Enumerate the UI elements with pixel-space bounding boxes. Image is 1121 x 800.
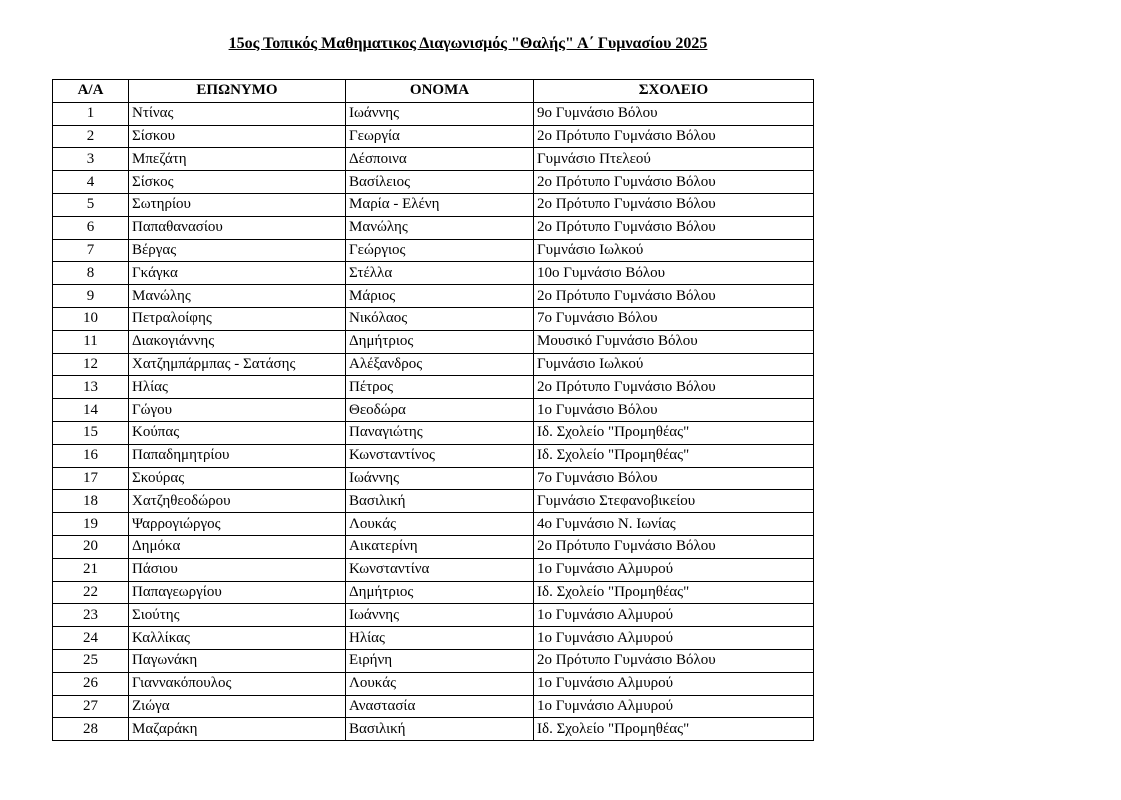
cell-school: 1ο Γυμνάσιο Βόλου <box>534 399 814 422</box>
cell-name: Βασιλική <box>346 490 534 513</box>
cell-aa: 19 <box>53 513 129 536</box>
table-row <box>53 262 814 285</box>
cell-school: 7ο Γυμνάσιο Βόλου <box>534 467 814 490</box>
table-row <box>53 171 814 194</box>
cell-surname: Σιούτης <box>129 604 346 627</box>
table-row <box>53 193 814 216</box>
cell-name: Ιωάννης <box>346 604 534 627</box>
cell-aa: 15 <box>53 421 129 444</box>
cell-surname: Δημόκα <box>129 535 346 558</box>
cell-school: 7ο Γυμνάσιο Βόλου <box>534 307 814 330</box>
cell-surname: Βέργας <box>129 239 346 262</box>
cell-school: Ιδ. Σχολείο "Προμηθέας" <box>534 421 814 444</box>
cell-surname: Γκάγκα <box>129 262 346 285</box>
table-row <box>53 535 814 558</box>
cell-name: Πέτρος <box>346 376 534 399</box>
cell-aa: 26 <box>53 672 129 695</box>
cell-aa: 20 <box>53 535 129 558</box>
cell-aa: 10 <box>53 307 129 330</box>
cell-name: Θεοδώρα <box>346 399 534 422</box>
cell-aa: 23 <box>53 604 129 627</box>
cell-aa: 18 <box>53 490 129 513</box>
cell-surname: Ντίνας <box>129 102 346 125</box>
cell-aa: 2 <box>53 125 129 148</box>
header-surname: ΕΠΩΝΥΜΟ <box>129 80 346 103</box>
cell-surname: Σκούρας <box>129 467 346 490</box>
cell-surname: Κούπας <box>129 421 346 444</box>
cell-name: Αικατερίνη <box>346 535 534 558</box>
cell-surname: Σίσκου <box>129 125 346 148</box>
cell-surname: Ψαρρογιώργος <box>129 513 346 536</box>
cell-surname: Παγωνάκη <box>129 649 346 672</box>
cell-surname: Μπεζάτη <box>129 148 346 171</box>
cell-name: Ηλίας <box>346 627 534 650</box>
cell-school: 1ο Γυμνάσιο Αλμυρού <box>534 604 814 627</box>
table-row <box>53 695 814 718</box>
cell-name: Βασιλική <box>346 718 534 741</box>
cell-school: 1ο Γυμνάσιο Αλμυρού <box>534 672 814 695</box>
cell-name: Λουκάς <box>346 513 534 536</box>
document-title: 15ος Τοπικός Μαθηματικος Διαγωνισμός "Θαλής" Α΄ Γυμνασίου 2025 <box>228 35 708 52</box>
table-row <box>53 125 814 148</box>
table-row <box>53 558 814 581</box>
cell-surname: Παπαγεωργίου <box>129 581 346 604</box>
header-aa: Α/Α <box>53 80 129 103</box>
cell-aa: 7 <box>53 239 129 262</box>
cell-name: Στέλλα <box>346 262 534 285</box>
cell-surname: Πετραλοίφης <box>129 307 346 330</box>
cell-name: Ειρήνη <box>346 649 534 672</box>
table-row <box>53 513 814 536</box>
cell-name: Γεώργιος <box>346 239 534 262</box>
cell-surname: Πάσιου <box>129 558 346 581</box>
cell-surname: Σωτηρίου <box>129 193 346 216</box>
cell-aa: 24 <box>53 627 129 650</box>
table-row <box>53 330 814 353</box>
cell-school: Ιδ. Σχολείο "Προμηθέας" <box>534 718 814 741</box>
cell-school: 1ο Γυμνάσιο Αλμυρού <box>534 695 814 718</box>
cell-school: 2ο Πρότυπο Γυμνάσιο Βόλου <box>534 216 814 239</box>
cell-school: 2ο Πρότυπο Γυμνάσιο Βόλου <box>534 193 814 216</box>
cell-school: 1ο Γυμνάσιο Αλμυρού <box>534 627 814 650</box>
table-row <box>53 285 814 308</box>
cell-aa: 13 <box>53 376 129 399</box>
cell-school: Γυμνάσιο Πτελεού <box>534 148 814 171</box>
cell-school: 2ο Πρότυπο Γυμνάσιο Βόλου <box>534 649 814 672</box>
cell-name: Νικόλαος <box>346 307 534 330</box>
cell-school: Μουσικό Γυμνάσιο Βόλου <box>534 330 814 353</box>
cell-school: 2ο Πρότυπο Γυμνάσιο Βόλου <box>534 125 814 148</box>
table-row <box>53 353 814 376</box>
cell-surname: Καλλίκας <box>129 627 346 650</box>
table-row <box>53 490 814 513</box>
cell-school: Γυμνάσιο Ιωλκού <box>534 239 814 262</box>
cell-surname: Μανώλης <box>129 285 346 308</box>
cell-name: Δέσποινα <box>346 148 534 171</box>
table-row <box>53 148 814 171</box>
cell-name: Κωνσταντίνα <box>346 558 534 581</box>
cell-school: 2ο Πρότυπο Γυμνάσιο Βόλου <box>534 285 814 308</box>
cell-surname: Σίσκος <box>129 171 346 194</box>
cell-name: Μανώλης <box>346 216 534 239</box>
table-row <box>53 307 814 330</box>
cell-aa: 17 <box>53 467 129 490</box>
table-row <box>53 672 814 695</box>
table-row <box>53 421 814 444</box>
table-row <box>53 649 814 672</box>
cell-name: Δημήτριος <box>346 581 534 604</box>
cell-school: Γυμνάσιο Ιωλκού <box>534 353 814 376</box>
cell-surname: Ηλίας <box>129 376 346 399</box>
cell-school: 4ο Γυμνάσιο Ν. Ιωνίας <box>534 513 814 536</box>
cell-aa: 4 <box>53 171 129 194</box>
cell-school: 2ο Πρότυπο Γυμνάσιο Βόλου <box>534 535 814 558</box>
table-header-row <box>53 80 814 103</box>
cell-name: Αναστασία <box>346 695 534 718</box>
cell-surname: Διακογιάννης <box>129 330 346 353</box>
table-row <box>53 467 814 490</box>
cell-aa: 3 <box>53 148 129 171</box>
cell-name: Μαρία - Ελένη <box>346 193 534 216</box>
cell-name: Δημήτριος <box>346 330 534 353</box>
cell-aa: 27 <box>53 695 129 718</box>
table-body <box>53 102 814 740</box>
cell-aa: 14 <box>53 399 129 422</box>
table-row <box>53 718 814 741</box>
cell-name: Ιωάννης <box>346 467 534 490</box>
cell-surname: Ζιώγα <box>129 695 346 718</box>
cell-surname: Παπαδημητρίου <box>129 444 346 467</box>
cell-aa: 8 <box>53 262 129 285</box>
cell-name: Λουκάς <box>346 672 534 695</box>
cell-school: Γυμνάσιο Στεφανοβικείου <box>534 490 814 513</box>
cell-surname: Γιαννακόπουλος <box>129 672 346 695</box>
cell-surname: Γώγου <box>129 399 346 422</box>
cell-name: Ιωάννης <box>346 102 534 125</box>
cell-name: Κωνσταντίνος <box>346 444 534 467</box>
cell-name: Βασίλειος <box>346 171 534 194</box>
table-row <box>53 216 814 239</box>
cell-school: Ιδ. Σχολείο "Προμηθέας" <box>534 581 814 604</box>
cell-surname: Χατζηθεοδώρου <box>129 490 346 513</box>
cell-school: 9ο Γυμνάσιο Βόλου <box>534 102 814 125</box>
cell-name: Παναγιώτης <box>346 421 534 444</box>
cell-name: Μάριος <box>346 285 534 308</box>
cell-school: Ιδ. Σχολείο "Προμηθέας" <box>534 444 814 467</box>
table-row <box>53 102 814 125</box>
cell-name: Γεωργία <box>346 125 534 148</box>
table-row <box>53 444 814 467</box>
cell-aa: 1 <box>53 102 129 125</box>
cell-school: 10ο Γυμνάσιο Βόλου <box>534 262 814 285</box>
results-table <box>52 79 814 741</box>
cell-aa: 22 <box>53 581 129 604</box>
cell-aa: 9 <box>53 285 129 308</box>
table-row <box>53 376 814 399</box>
table-row <box>53 399 814 422</box>
header-name: ΟΝΟΜΑ <box>346 80 534 103</box>
cell-aa: 11 <box>53 330 129 353</box>
cell-surname: Μαζαράκη <box>129 718 346 741</box>
cell-aa: 28 <box>53 718 129 741</box>
cell-surname: Παπαθανασίου <box>129 216 346 239</box>
cell-aa: 16 <box>53 444 129 467</box>
cell-aa: 12 <box>53 353 129 376</box>
cell-aa: 6 <box>53 216 129 239</box>
table-row <box>53 239 814 262</box>
cell-school: 1ο Γυμνάσιο Αλμυρού <box>534 558 814 581</box>
cell-aa: 21 <box>53 558 129 581</box>
cell-aa: 25 <box>53 649 129 672</box>
cell-aa: 5 <box>53 193 129 216</box>
cell-school: 2ο Πρότυπο Γυμνάσιο Βόλου <box>534 376 814 399</box>
header-school: ΣΧΟΛΕΙΟ <box>534 80 814 103</box>
cell-name: Αλέξανδρος <box>346 353 534 376</box>
cell-surname: Χατζημπάρμπας - Σατάσης <box>129 353 346 376</box>
table-row <box>53 604 814 627</box>
cell-school: 2ο Πρότυπο Γυμνάσιο Βόλου <box>534 171 814 194</box>
table-row <box>53 581 814 604</box>
table-row <box>53 627 814 650</box>
